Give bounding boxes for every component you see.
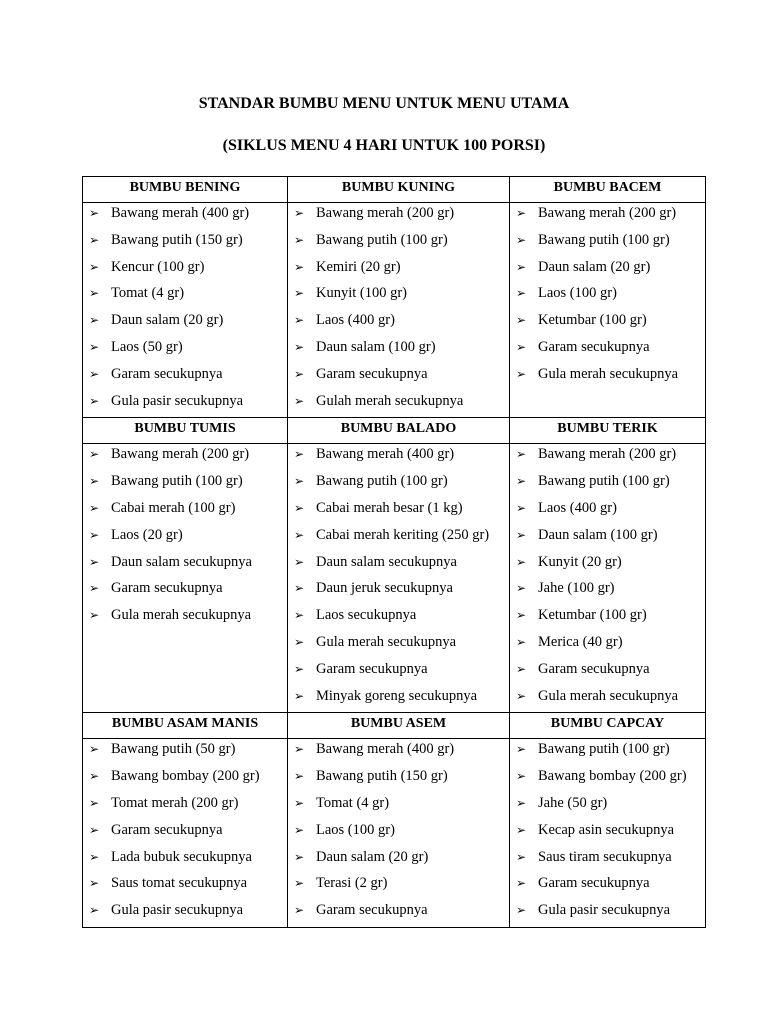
ingredient-text: Kencur (100 gr) xyxy=(111,258,205,275)
list-item xyxy=(510,283,705,310)
arrowhead-bullet-icon: ➢ xyxy=(516,876,527,891)
list-item xyxy=(288,847,509,874)
ingredient-text: Gula merah secukupnya xyxy=(316,633,457,650)
spice-list-cell xyxy=(83,203,288,418)
list-item xyxy=(510,659,705,686)
ingredient-text: Gula pasir secukupnya xyxy=(538,902,671,919)
ingredient-list xyxy=(83,203,287,417)
ingredient-text: Bawang putih (100 gr) xyxy=(538,741,670,758)
arrowhead-bullet-icon: ➢ xyxy=(89,822,100,837)
list-item xyxy=(83,793,287,820)
arrowhead-bullet-icon: ➢ xyxy=(294,903,305,918)
ingredient-text: Bawang merah (400 gr) xyxy=(111,205,250,221)
list-item xyxy=(288,498,509,525)
list-item xyxy=(83,364,287,391)
arrowhead-bullet-icon: ➢ xyxy=(89,849,100,864)
arrowhead-bullet-icon: ➢ xyxy=(294,769,305,784)
ingredient-list xyxy=(510,444,705,712)
ingredient-text: Bawang putih (100 gr) xyxy=(316,231,448,248)
ingredient-text: Bawang putih (100 gr) xyxy=(538,231,670,248)
ingredient-text: Daun salam (20 gr) xyxy=(316,848,429,865)
arrowhead-bullet-icon: ➢ xyxy=(294,822,305,837)
arrowhead-bullet-icon: ➢ xyxy=(516,366,527,381)
arrowhead-bullet-icon: ➢ xyxy=(294,366,305,381)
arrowhead-bullet-icon: ➢ xyxy=(89,795,100,810)
list-item xyxy=(288,659,509,686)
list-item xyxy=(288,257,509,284)
ingredient-text: Bawang putih (100 gr) xyxy=(316,473,448,490)
arrowhead-bullet-icon: ➢ xyxy=(89,500,100,515)
spice-header-row xyxy=(83,418,706,444)
ingredient-text: Gula merah secukupnya xyxy=(538,687,679,704)
arrowhead-bullet-icon: ➢ xyxy=(89,581,100,596)
ingredient-text: Laos (50 gr) xyxy=(111,338,183,355)
ingredient-text: Cabai merah besar (1 kg) xyxy=(316,499,463,516)
ingredient-list xyxy=(510,203,705,391)
list-item xyxy=(83,847,287,874)
spice-list-cell xyxy=(288,739,510,928)
ingredient-text: Daun salam secukupnya xyxy=(111,553,252,570)
arrowhead-bullet-icon: ➢ xyxy=(89,608,100,623)
ingredient-text: Merica (40 gr) xyxy=(538,633,623,650)
ingredient-text: Gula pasir secukupnya xyxy=(111,902,244,919)
spice-group-heading: BUMBU TUMIS xyxy=(83,418,288,444)
ingredient-text: Bawang merah (200 gr) xyxy=(538,446,677,463)
list-item xyxy=(83,525,287,552)
ingredient-text: Kunyit (20 gr) xyxy=(538,553,622,570)
list-item xyxy=(510,471,705,498)
ingredient-text: Garam secukupnya xyxy=(316,660,428,677)
ingredient-text: Laos (100 gr) xyxy=(316,821,395,838)
list-item xyxy=(510,793,705,820)
arrowhead-bullet-icon: ➢ xyxy=(516,474,527,489)
arrowhead-bullet-icon: ➢ xyxy=(516,286,527,301)
ingredient-text: Cabai merah (100 gr) xyxy=(111,499,236,516)
list-item xyxy=(83,444,287,471)
list-item xyxy=(288,364,509,391)
ingredient-text: Lada bubuk secukupnya xyxy=(111,848,252,865)
ingredient-text: Bawang putih (150 gr) xyxy=(316,768,448,785)
list-item xyxy=(288,900,509,927)
arrowhead-bullet-icon: ➢ xyxy=(89,447,100,462)
list-item xyxy=(288,471,509,498)
arrowhead-bullet-icon: ➢ xyxy=(516,206,527,220)
arrowhead-bullet-icon: ➢ xyxy=(516,634,527,649)
ingredient-text: Laos secukupnya xyxy=(316,607,417,624)
arrowhead-bullet-icon: ➢ xyxy=(516,769,527,784)
ingredient-text: Garam secukupnya xyxy=(316,902,428,919)
list-item xyxy=(288,391,509,418)
list-item xyxy=(83,578,287,605)
ingredient-text: Bawang bombay (200 gr) xyxy=(538,768,687,785)
ingredient-text: Ketumbar (100 gr) xyxy=(538,312,647,329)
list-item xyxy=(288,525,509,552)
list-item xyxy=(288,230,509,257)
list-item xyxy=(83,230,287,257)
spice-table-body xyxy=(83,177,706,928)
list-item xyxy=(510,364,705,391)
arrowhead-bullet-icon: ➢ xyxy=(516,903,527,918)
arrowhead-bullet-icon: ➢ xyxy=(89,286,100,301)
ingredient-text: Bawang merah (200 gr) xyxy=(316,205,455,221)
list-item xyxy=(288,552,509,579)
list-item xyxy=(510,632,705,659)
ingredient-list xyxy=(510,739,705,927)
arrowhead-bullet-icon: ➢ xyxy=(516,232,527,247)
ingredient-text: Daun jeruk secukupnya xyxy=(316,580,453,597)
arrowhead-bullet-icon: ➢ xyxy=(294,527,305,542)
list-item xyxy=(83,498,287,525)
arrowhead-bullet-icon: ➢ xyxy=(516,339,527,354)
list-item xyxy=(288,337,509,364)
arrowhead-bullet-icon: ➢ xyxy=(516,259,527,274)
arrowhead-bullet-icon: ➢ xyxy=(516,849,527,864)
ingredient-text: Kunyit (100 gr) xyxy=(316,285,408,302)
spice-group-heading: BUMBU BALADO xyxy=(288,418,510,444)
ingredient-text: Tomat (4 gr) xyxy=(111,285,185,302)
arrowhead-bullet-icon: ➢ xyxy=(516,795,527,810)
spice-header-row xyxy=(83,713,706,739)
spice-group-heading: BUMBU ASAM MANIS xyxy=(83,713,288,739)
list-item xyxy=(83,257,287,284)
list-item xyxy=(288,686,509,713)
ingredient-text: Bawang merah (200 gr) xyxy=(538,205,677,221)
spice-group-heading: BUMBU CAPCAY xyxy=(510,713,706,739)
arrowhead-bullet-icon: ➢ xyxy=(294,608,305,623)
ingredient-text: Gula pasir secukupnya xyxy=(111,392,244,409)
list-item xyxy=(288,739,509,766)
spice-group-heading: BUMBU KUNING xyxy=(288,177,510,203)
spice-group-heading: BUMBU BENING xyxy=(83,177,288,203)
page-title: STANDAR BUMBU MENU UNTUK MENU UTAMA xyxy=(198,95,570,112)
list-item xyxy=(510,900,705,927)
arrowhead-bullet-icon: ➢ xyxy=(516,581,527,596)
ingredient-text: Gula merah secukupnya xyxy=(538,365,679,382)
spice-list-row xyxy=(83,739,706,928)
ingredient-text: Bawang putih (100 gr) xyxy=(538,473,670,490)
arrowhead-bullet-icon: ➢ xyxy=(89,474,100,489)
spice-list-row xyxy=(83,203,706,418)
list-item xyxy=(510,257,705,284)
ingredient-text: Minyak goreng secukupnya xyxy=(316,687,478,704)
ingredient-text: Garam secukupnya xyxy=(111,821,223,838)
ingredient-text: Laos (400 gr) xyxy=(316,312,395,329)
spice-list-cell xyxy=(83,444,288,713)
arrowhead-bullet-icon: ➢ xyxy=(89,366,100,381)
ingredient-text: Daun salam (100 gr) xyxy=(316,338,436,355)
list-item xyxy=(510,552,705,579)
ingredient-text: Bawang merah (200 gr) xyxy=(111,446,250,463)
arrowhead-bullet-icon: ➢ xyxy=(516,661,527,676)
ingredient-text: Bawang putih (150 gr) xyxy=(111,231,243,248)
list-item xyxy=(83,337,287,364)
ingredient-text: Garam secukupnya xyxy=(538,660,650,677)
arrowhead-bullet-icon: ➢ xyxy=(516,688,527,703)
ingredient-text: Bawang merah (400 gr) xyxy=(316,446,455,463)
ingredient-text: Gula merah secukupnya xyxy=(111,607,252,624)
list-item xyxy=(288,444,509,471)
arrowhead-bullet-icon: ➢ xyxy=(89,554,100,569)
list-item xyxy=(83,391,287,418)
arrowhead-bullet-icon: ➢ xyxy=(89,313,100,328)
list-item xyxy=(83,820,287,847)
list-item xyxy=(510,766,705,793)
list-item xyxy=(288,793,509,820)
ingredient-text: Saus tomat secukupnya xyxy=(111,875,248,892)
spice-list-row xyxy=(83,444,706,713)
arrowhead-bullet-icon: ➢ xyxy=(294,393,305,408)
arrowhead-bullet-icon: ➢ xyxy=(89,259,100,274)
ingredient-text: Kecap asin secukupnya xyxy=(538,821,675,838)
spice-group-heading: BUMBU TERIK xyxy=(510,418,706,444)
ingredient-text: Bawang putih (50 gr) xyxy=(111,741,236,758)
list-item xyxy=(288,310,509,337)
list-item xyxy=(288,632,509,659)
arrowhead-bullet-icon: ➢ xyxy=(89,876,100,891)
arrowhead-bullet-icon: ➢ xyxy=(294,634,305,649)
ingredient-text: Tomat (4 gr) xyxy=(316,794,390,811)
ingredient-list xyxy=(83,444,287,632)
ingredient-list xyxy=(288,203,509,417)
ingredient-text: Bawang putih (100 gr) xyxy=(111,473,243,490)
list-item xyxy=(83,605,287,632)
arrowhead-bullet-icon: ➢ xyxy=(516,822,527,837)
ingredient-text: Cabai merah keriting (250 gr) xyxy=(316,526,490,543)
arrowhead-bullet-icon: ➢ xyxy=(294,474,305,489)
ingredient-text: Garam secukupnya xyxy=(316,365,428,382)
spice-table xyxy=(82,176,706,928)
arrowhead-bullet-icon: ➢ xyxy=(89,527,100,542)
list-item xyxy=(83,283,287,310)
arrowhead-bullet-icon: ➢ xyxy=(294,447,305,462)
ingredient-text: Jahe (50 gr) xyxy=(538,794,608,811)
ingredient-text: Ketumbar (100 gr) xyxy=(538,607,647,624)
arrowhead-bullet-icon: ➢ xyxy=(294,500,305,515)
arrowhead-bullet-icon: ➢ xyxy=(516,608,527,623)
list-item xyxy=(83,900,287,927)
ingredient-text: Daun salam secukupnya xyxy=(316,553,457,570)
list-item xyxy=(83,471,287,498)
arrowhead-bullet-icon: ➢ xyxy=(516,447,527,462)
ingredient-text: Jahe (100 gr) xyxy=(538,580,615,597)
spice-list-cell xyxy=(288,444,510,713)
list-item xyxy=(288,283,509,310)
list-item xyxy=(510,873,705,900)
ingredient-list xyxy=(288,444,509,712)
spice-list-cell xyxy=(510,444,706,713)
ingredient-text: Daun salam (20 gr) xyxy=(111,312,224,329)
list-item xyxy=(510,230,705,257)
ingredient-text: Laos (400 gr) xyxy=(538,499,617,516)
arrowhead-bullet-icon: ➢ xyxy=(294,286,305,301)
page-subtitle: (SIKLUS MENU 4 HARI UNTUK 100 PORSI) xyxy=(222,137,546,154)
arrowhead-bullet-icon: ➢ xyxy=(516,527,527,542)
arrowhead-bullet-icon: ➢ xyxy=(89,206,100,220)
arrowhead-bullet-icon: ➢ xyxy=(294,232,305,247)
list-item xyxy=(288,873,509,900)
list-item xyxy=(288,766,509,793)
arrowhead-bullet-icon: ➢ xyxy=(516,742,527,757)
spice-group-heading: BUMBU BACEM xyxy=(510,177,706,203)
ingredient-text: Bawang merah (400 gr) xyxy=(316,741,455,758)
list-item xyxy=(510,525,705,552)
list-item xyxy=(510,310,705,337)
ingredient-text: Garam secukupnya xyxy=(111,365,223,382)
arrowhead-bullet-icon: ➢ xyxy=(516,554,527,569)
spice-list-cell xyxy=(510,739,706,928)
ingredient-text: Garam secukupnya xyxy=(111,580,223,597)
list-item xyxy=(510,498,705,525)
list-item xyxy=(83,552,287,579)
ingredient-text: Bawang bombay (200 gr) xyxy=(111,768,260,785)
ingredient-text: Laos (100 gr) xyxy=(538,285,617,302)
arrowhead-bullet-icon: ➢ xyxy=(294,206,305,220)
list-item xyxy=(510,820,705,847)
spice-header-row xyxy=(83,177,706,203)
arrowhead-bullet-icon: ➢ xyxy=(294,661,305,676)
ingredient-text: Gulah merah secukupnya xyxy=(316,392,464,409)
list-item xyxy=(83,739,287,766)
arrowhead-bullet-icon: ➢ xyxy=(89,232,100,247)
arrowhead-bullet-icon: ➢ xyxy=(294,795,305,810)
ingredient-list xyxy=(83,739,287,927)
arrowhead-bullet-icon: ➢ xyxy=(294,849,305,864)
ingredient-text: Laos (20 gr) xyxy=(111,526,183,543)
arrowhead-bullet-icon: ➢ xyxy=(294,313,305,328)
arrowhead-bullet-icon: ➢ xyxy=(294,339,305,354)
list-item xyxy=(510,203,705,230)
list-item xyxy=(510,337,705,364)
ingredient-list xyxy=(288,739,509,927)
arrowhead-bullet-icon: ➢ xyxy=(294,259,305,274)
list-item xyxy=(83,873,287,900)
arrowhead-bullet-icon: ➢ xyxy=(89,339,100,354)
ingredient-text: Tomat merah (200 gr) xyxy=(111,794,239,811)
ingredient-text: Daun salam (100 gr) xyxy=(538,526,658,543)
spice-list-cell xyxy=(510,203,706,418)
list-item xyxy=(288,203,509,230)
spice-group-heading: BUMBU ASEM xyxy=(288,713,510,739)
list-item xyxy=(83,310,287,337)
list-item xyxy=(510,578,705,605)
list-item xyxy=(510,444,705,471)
arrowhead-bullet-icon: ➢ xyxy=(294,688,305,703)
ingredient-text: Terasi (2 gr) xyxy=(316,875,388,892)
list-item xyxy=(510,739,705,766)
arrowhead-bullet-icon: ➢ xyxy=(89,393,100,408)
arrowhead-bullet-icon: ➢ xyxy=(294,554,305,569)
arrowhead-bullet-icon: ➢ xyxy=(89,769,100,784)
list-item xyxy=(83,766,287,793)
list-item xyxy=(83,203,287,230)
ingredient-text: Kemiri (20 gr) xyxy=(316,258,401,275)
list-item xyxy=(288,578,509,605)
arrowhead-bullet-icon: ➢ xyxy=(294,742,305,757)
arrowhead-bullet-icon: ➢ xyxy=(294,581,305,596)
arrowhead-bullet-icon: ➢ xyxy=(516,500,527,515)
ingredient-text: Garam secukupnya xyxy=(538,338,650,355)
list-item xyxy=(288,605,509,632)
arrowhead-bullet-icon: ➢ xyxy=(516,313,527,328)
list-item xyxy=(510,686,705,713)
ingredient-text: Garam secukupnya xyxy=(538,875,650,892)
ingredient-text: Saus tiram secukupnya xyxy=(538,848,672,865)
ingredient-text: Daun salam (20 gr) xyxy=(538,258,651,275)
list-item xyxy=(288,820,509,847)
spice-list-cell xyxy=(288,203,510,418)
spice-list-cell xyxy=(83,739,288,928)
arrowhead-bullet-icon: ➢ xyxy=(89,903,100,918)
list-item xyxy=(510,605,705,632)
arrowhead-bullet-icon: ➢ xyxy=(89,742,100,757)
arrowhead-bullet-icon: ➢ xyxy=(294,876,305,891)
list-item xyxy=(510,847,705,874)
